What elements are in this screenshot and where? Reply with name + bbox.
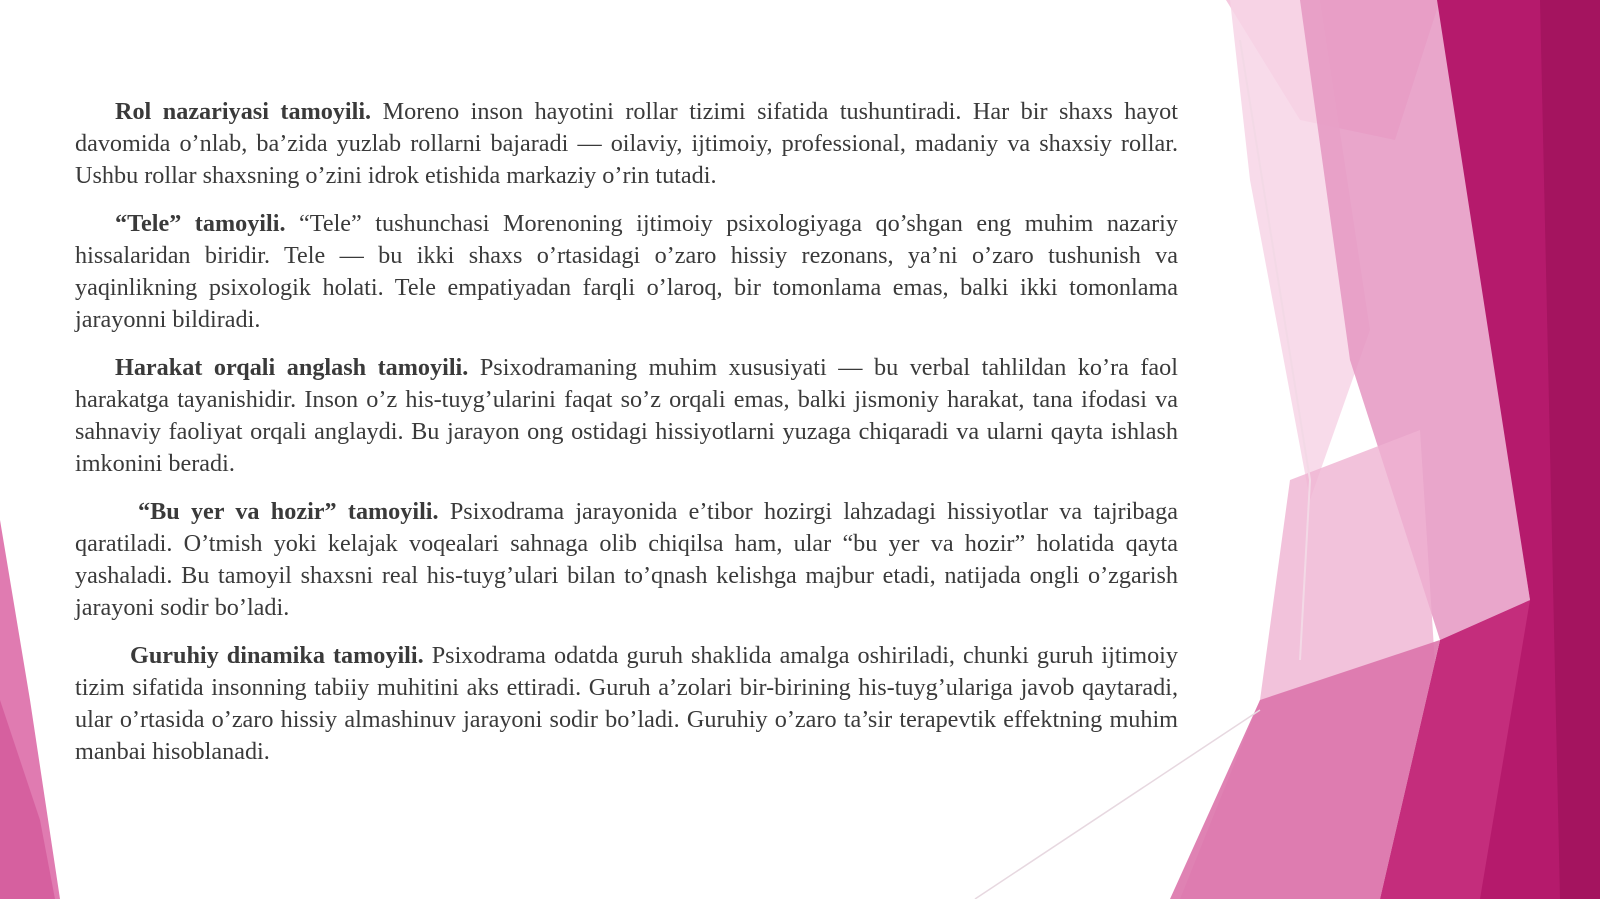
paragraph-heading: “Bu yer va hozir” tamoyili. — [138, 498, 439, 525]
paragraph-text: Psixodramaning muhim xususiyati — bu verbal tahlildan ko’ra faol harakatga tayanishidir. Inson o’z his-tuyg’ularini faqat so’z orqali emas, balki jismoniy harakat, tana ifodasi va sahnaviy faoliyat orqali anglaydi. Bu jarayon ong ostidagi hissiyotlarni yuzaga chiqaradi va ularni qayta ishlash imkonini beradi. — [75, 354, 1178, 477]
paragraph-heading: Rol nazariyasi tamoyili. — [115, 98, 372, 125]
slide-text-body — [75, 96, 1178, 784]
paragraph-text: Psixodrama jarayonida e’tibor hozirgi lahzadagi hissiyotlar va tajribaga qaratiladi. O’tmish yoki kelajak voqealari sahnaga olib chiqilsa ham, ular “bu yer va hozir” holatida qayta yashaladi. Bu tamoyil shaxsni real his-tuyg’ulari bilan to’qnash kelishga majbur etadi, natijada ongli o’zgarish jarayoni sodir bo’ladi. — [75, 498, 1178, 621]
paragraph-heading: Harakat orqali anglash tamoyili. — [115, 354, 469, 381]
paragraph-heading: Guruhiy dinamika tamoyili. — [130, 642, 424, 669]
paragraph-text: Moreno inson hayotini rollar tizimi sifatida tushuntiradi. Har bir shaxs hayot davomida o’nlab, ba’zida yuzlab rollarni bajaradi — oilaviy, ijtimoiy, professional, madaniy va shaxsiy rollar. Ushbu rollar shaxsning o’zini idrok etishida markaziy o’rin tutadi. — [75, 98, 1178, 189]
paragraph-role-theory — [75, 96, 1178, 192]
paragraph-here-and-now — [75, 496, 1178, 624]
paragraph-text: Psixodrama odatda guruh shaklida amalga oshiriladi, chunki guruh ijtimoiy tizim sifatida insonning tabiiy muhitini aks ettiradi. Guruh a’zolari bir-birining his-tuyg’ulariga javob qaytaradi, ular o’rtasida o’zaro hissiy almashinuv jarayoni sodir bo’ladi. Guruhiy o’zaro ta’sir terapevtik effektning muhim manbai hisoblanadi. — [75, 642, 1178, 765]
paragraph-text: “Tele” tushunchasi Morenoning ijtimoiy psixologiyaga qo’shgan eng muhim nazariy hissalaridan biridir. Tele — bu ikki shaxs o’rtasidagi o’zaro hissiy rezonans, ya’ni o’zaro tushunish va yaqinlikning psixologik holati. Tele empatiyadan farqli o’laroq, bir tomonlama emas, balki ikki tomonlama jarayonni bildiradi. — [75, 210, 1178, 333]
paragraph-group-dynamics — [75, 640, 1178, 768]
paragraph-heading: “Tele” tamoyili. — [115, 210, 286, 237]
paragraph-tele — [75, 208, 1178, 336]
paragraph-action-understanding — [75, 352, 1178, 480]
